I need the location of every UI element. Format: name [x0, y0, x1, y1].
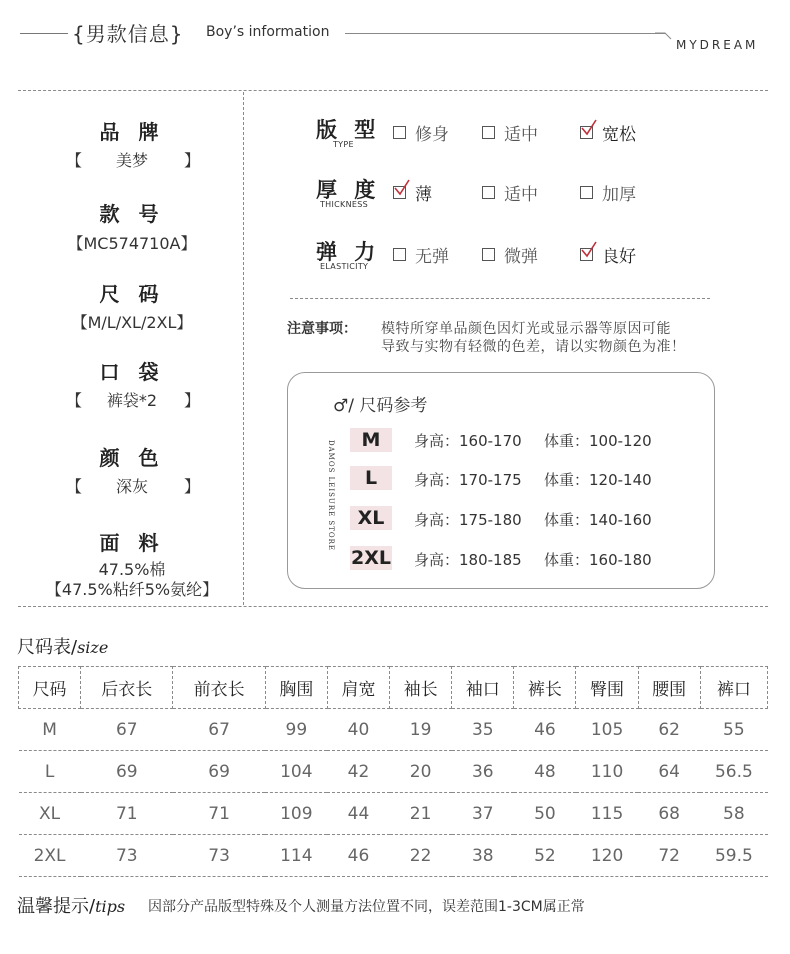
header-title: {男款信息}	[72, 22, 184, 46]
table-cell: 69	[173, 751, 265, 793]
info-label-pocket: 口 袋	[99, 360, 165, 384]
size-ref-height-l: 身高：170-175	[414, 471, 522, 489]
option-type-regular[interactable]: 适中	[482, 120, 538, 145]
table-cell: 69	[81, 751, 173, 793]
info-value-fabric-1: 47.5%棉	[98, 560, 166, 579]
table-cell: 21	[390, 793, 452, 835]
size-table-title: 尺码表/size	[17, 637, 109, 658]
size-tag-xl: XL	[350, 506, 392, 530]
prop-en-thickness: THICKNESS	[320, 200, 368, 209]
info-label-size: 尺 码	[99, 282, 165, 306]
table-header-cell: 尺码	[19, 667, 81, 709]
size-ref-height-2xl: 身高：180-185	[414, 551, 522, 569]
table-cell: 44	[327, 793, 389, 835]
notice-label: 注意事项：	[287, 321, 357, 337]
size-ref-height-m: 身高：160-170	[414, 432, 522, 450]
table-cell: 38	[452, 835, 514, 877]
size-ref-weight-xl: 体重：140-160	[544, 511, 652, 529]
tips-title: 温馨提示/tips	[17, 896, 126, 917]
option-thickness-medium[interactable]: 适中	[482, 180, 538, 205]
table-cell: 67	[173, 709, 265, 751]
table-cell: 67	[81, 709, 173, 751]
table-cell: 19	[390, 709, 452, 751]
checkbox-icon	[482, 126, 495, 139]
table-cell: 99	[265, 709, 327, 751]
size-tag-l: L	[350, 466, 392, 490]
table-cell: XL	[19, 793, 81, 835]
table-header-cell: 肩宽	[327, 667, 389, 709]
table-cell: 110	[576, 751, 638, 793]
table-cell: 120	[576, 835, 638, 877]
table-cell: 35	[452, 709, 514, 751]
prop-label-thickness: 厚 度	[316, 178, 381, 202]
table-cell: 59.5	[700, 835, 767, 877]
table-cell: 71	[81, 793, 173, 835]
bracket-left: 【	[66, 477, 83, 496]
size-tag-2xl: 2XL	[351, 547, 391, 569]
option-elasticity-none[interactable]: 无弹	[393, 242, 449, 267]
header-divider-right	[345, 33, 665, 34]
checkbox-icon	[482, 248, 495, 261]
prop-en-elasticity: ELASTICITY	[320, 262, 369, 271]
checkbox-checked-icon	[393, 186, 406, 199]
checkbox-checked-icon	[580, 126, 593, 139]
store-vertical-text: DAMOS LEISURE STORE	[327, 440, 335, 552]
table-header-row	[19, 667, 768, 709]
table-cell: 72	[638, 835, 700, 877]
size-ref-weight-2xl: 体重：160-180	[544, 551, 652, 569]
table-cell: 46	[514, 709, 576, 751]
table-cell: 71	[173, 793, 265, 835]
table-header-cell: 裤口	[700, 667, 767, 709]
notice-line-2: 导致与实物有轻微的色差，请以实物颜色为准！	[381, 339, 686, 355]
info-value-pocket: 裤袋*2	[106, 391, 158, 410]
checkbox-icon	[580, 186, 593, 199]
table-header-cell: 后衣长	[81, 667, 173, 709]
info-value-size: 【M/L/XL/2XL】	[71, 313, 193, 332]
table-cell: 68	[638, 793, 700, 835]
size-tag-m: M	[350, 428, 392, 452]
prop-label-elasticity: 弹 力	[316, 240, 381, 264]
checkbox-checked-icon	[580, 248, 593, 261]
table-header-cell: 腰围	[638, 667, 700, 709]
properties-divider	[290, 298, 710, 299]
table-header-cell: 袖口	[452, 667, 514, 709]
info-label-style-no: 款 号	[99, 202, 165, 226]
table-header-cell: 胸围	[265, 667, 327, 709]
table-row	[19, 751, 768, 793]
table-row	[19, 793, 768, 835]
info-value-brand: 美梦	[115, 151, 148, 170]
bracket-left: 【	[66, 391, 83, 410]
info-label-brand: 品 牌	[99, 120, 165, 144]
option-type-slim[interactable]: 修身	[393, 120, 449, 145]
table-cell: 58	[700, 793, 767, 835]
section-bottom-divider	[18, 606, 768, 607]
size-ref-weight-l: 体重：120-140	[544, 471, 652, 489]
table-row	[19, 835, 768, 877]
table-cell: L	[19, 751, 81, 793]
info-label-fabric: 面 料	[99, 531, 165, 555]
table-cell: 73	[81, 835, 173, 877]
bracket-right: 】	[184, 477, 201, 496]
table-cell: 36	[452, 751, 514, 793]
table-cell: 40	[327, 709, 389, 751]
table-cell: 114	[265, 835, 327, 877]
table-header-cell: 裤长	[514, 667, 576, 709]
option-elasticity-good[interactable]: 良好	[580, 242, 636, 267]
table-header-cell: 袖长	[390, 667, 452, 709]
table-cell: 115	[576, 793, 638, 835]
bracket-right: 】	[184, 391, 201, 410]
info-value-style-no: 【MC574710A】	[67, 234, 197, 253]
checkbox-icon	[393, 126, 406, 139]
table-cell: 55	[700, 709, 767, 751]
header-divider-left	[20, 33, 68, 34]
prop-label-type: 版 型	[316, 118, 381, 142]
option-thickness-thick[interactable]: 加厚	[580, 180, 636, 205]
table-cell: 37	[452, 793, 514, 835]
table-cell: 22	[390, 835, 452, 877]
table-cell: 52	[514, 835, 576, 877]
size-ref-weight-m: 体重：100-120	[544, 432, 652, 450]
section-top-divider	[18, 90, 768, 91]
tips-text: 因部分产品版型特殊及个人测量方法位置不同，误差范围1-3CM属正常	[148, 899, 585, 915]
table-cell: 105	[576, 709, 638, 751]
table-cell: 42	[327, 751, 389, 793]
table-cell: 50	[514, 793, 576, 835]
notice-line-1: 模特所穿单品颜色因灯光或显示器等原因可能	[381, 321, 671, 337]
table-cell: 56.5	[700, 751, 767, 793]
info-value-fabric-2: 【47.5%粘纤5%氨纶】	[45, 580, 219, 599]
table-cell: 46	[327, 835, 389, 877]
table-cell: 20	[390, 751, 452, 793]
table-cell: 62	[638, 709, 700, 751]
table-cell: 73	[173, 835, 265, 877]
table-cell: 109	[265, 793, 327, 835]
table-header-cell: 前衣长	[173, 667, 265, 709]
option-thickness-thin[interactable]: 薄	[393, 180, 432, 205]
table-cell: 64	[638, 751, 700, 793]
option-elasticity-slight[interactable]: 微弹	[482, 242, 538, 267]
bracket-left: 【	[66, 151, 83, 170]
option-type-loose[interactable]: 宽松	[580, 120, 636, 145]
table-header-cell: 臀围	[576, 667, 638, 709]
bracket-right: 】	[184, 151, 201, 170]
header-divider-notch	[655, 30, 675, 42]
section-vertical-divider	[243, 92, 244, 605]
info-value-color: 深灰	[115, 477, 148, 496]
table-row	[19, 709, 768, 751]
brand-logo-text: MYDREAM	[676, 38, 759, 52]
table-cell: M	[19, 709, 81, 751]
table-cell: 48	[514, 751, 576, 793]
size-ref-height-xl: 身高：175-180	[414, 511, 522, 529]
table-cell: 104	[265, 751, 327, 793]
checkbox-icon	[482, 186, 495, 199]
size-table	[18, 666, 768, 877]
header-subtitle: Boy’s information	[206, 24, 330, 40]
checkbox-icon	[393, 248, 406, 261]
size-reference-title: ♂/ 尺码参考	[333, 396, 428, 416]
info-label-color: 颜 色	[99, 446, 165, 470]
table-cell: 2XL	[19, 835, 81, 877]
prop-en-type: TYPE	[333, 140, 354, 149]
